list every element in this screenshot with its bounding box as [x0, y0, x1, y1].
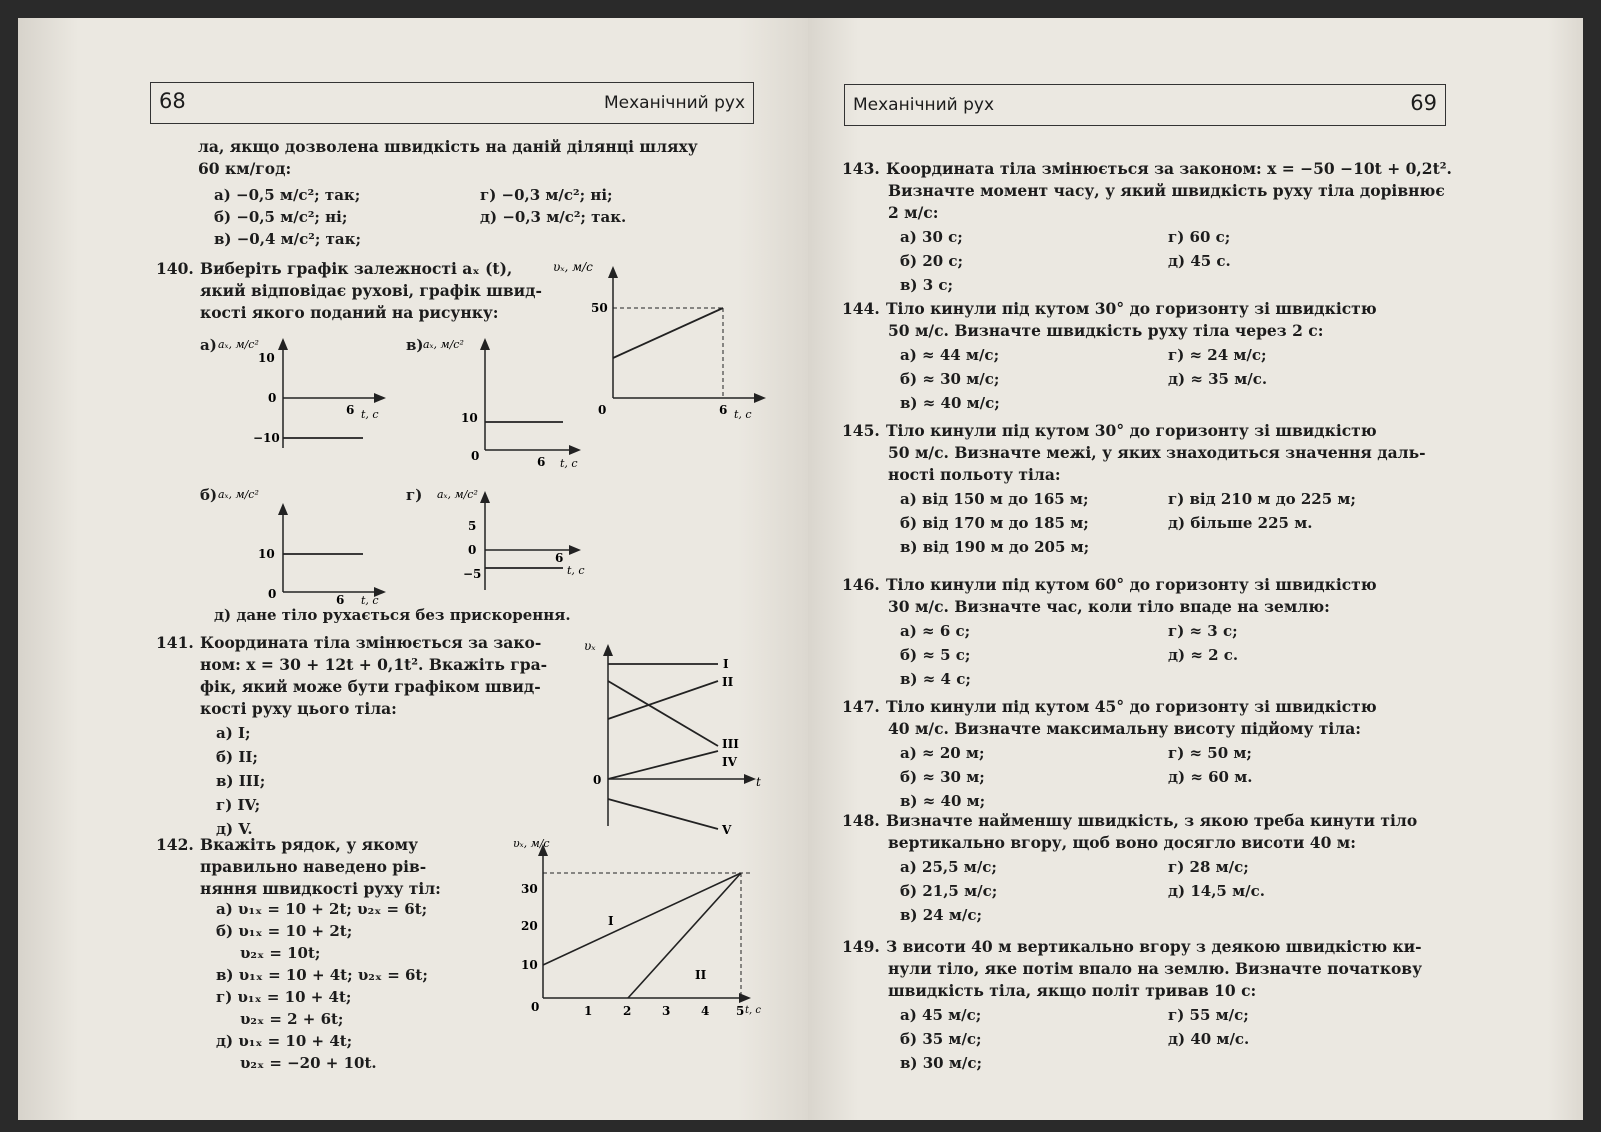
answer-option: в) ≈ 40 м; — [900, 792, 986, 810]
graph-b-tick-10: 10 — [258, 547, 275, 561]
q141-line-IV: IV — [722, 755, 737, 769]
page-number: 68 — [159, 89, 186, 113]
answer-option: д) 40 м/с. — [1168, 1030, 1250, 1048]
q140-main-xlabel: t, c — [734, 408, 752, 421]
q140-graph-g — [423, 480, 603, 600]
q141-graph — [584, 636, 768, 837]
q141-line-V: V — [722, 823, 732, 837]
answer-option: а) 45 м/с; — [900, 1006, 982, 1024]
q142-xtick-5: 5 — [736, 1004, 745, 1018]
graph-a-tick-10: 10 — [258, 351, 275, 365]
velocity-line — [613, 308, 723, 358]
running-title: Механічний рух — [603, 93, 745, 113]
q142-xtick-3: 3 — [662, 1004, 671, 1018]
q142-option-g: г) υ₁ₓ = 10 + 4t; — [216, 988, 352, 1006]
answer-option: в) ≈ 4 с; — [900, 670, 971, 688]
q149-number: 149. — [842, 937, 880, 956]
question-line: нули тіло, яке потім впало на землю. Визначте початкову — [888, 959, 1423, 978]
q141-line-III: III — [722, 737, 739, 751]
q142-ylabel: υₓ, м/с — [513, 837, 550, 850]
q139-line1: ла, якщо дозволена швидкість на даній ділянці шляху — [198, 137, 698, 156]
graph-a-xtick: 6 — [346, 403, 355, 417]
graph-a-ylabel: aₓ, м/с² — [218, 338, 259, 351]
answer-option: а) ≈ 44 м/с; — [900, 346, 1000, 364]
graph-v-xtick: 6 — [537, 455, 546, 469]
answer-option: в) 24 м/с; — [900, 906, 983, 924]
graph-b-ylabel: aₓ, м/с² — [218, 488, 259, 501]
graph-a-tick-0: 0 — [268, 391, 277, 405]
q142-ytick-30: 30 — [521, 882, 538, 896]
q139-line2: 60 км/год: — [198, 159, 292, 178]
q142-number: 142. — [156, 835, 194, 854]
q141-line4: кості руху цього тіла: — [200, 699, 397, 718]
q142-line-II: II — [695, 968, 707, 982]
answer-option: д) 45 с. — [1168, 252, 1231, 270]
graph-g-tick-neg5: −5 — [463, 567, 482, 581]
q140-main-ylabel: υₓ, м/с — [553, 260, 593, 274]
q139-option-a: а) −0,5 м/с²; так; — [214, 186, 361, 204]
q142-option-d: д) υ₁ₓ = 10 + 4t; — [216, 1032, 353, 1050]
q141-option-b: б) II; — [216, 748, 258, 766]
q139-option-b: б) −0,5 м/с²; ні; — [214, 208, 348, 226]
q144-number: 144. — [842, 299, 880, 318]
page-number: 69 — [1410, 91, 1437, 115]
answer-option: б) 20 с; — [900, 252, 964, 270]
graph-g-ylabel: aₓ, м/с² — [437, 488, 478, 501]
q141-xlabel: t — [756, 775, 761, 789]
q140-graph-v-label: в) — [406, 336, 424, 354]
q140-graph-a-label: а) — [200, 336, 217, 354]
q142-ytick-20: 20 — [521, 919, 538, 933]
question-line: Визначте момент часу, у який швидкість руху тіла дорівнює — [888, 181, 1445, 200]
q141-option-g: г) IV; — [216, 796, 261, 814]
q140-line3: кості якого поданий на рисунку: — [200, 303, 499, 322]
answer-option: б) ≈ 5 с; — [900, 646, 971, 664]
q141-option-a: а) I; — [216, 724, 251, 742]
question-line: Тіло кинули під кутом 60° до горизонту зі швидкістю — [886, 575, 1377, 594]
question-line: Тіло кинули під кутом 45° до горизонту зі швидкістю — [886, 697, 1377, 716]
q142-option-a: а) υ₁ₓ = 10 + 2t; υ₂ₓ = 6t; — [216, 900, 428, 918]
graph-a-tick-neg10: −10 — [253, 431, 280, 445]
q143-number: 143. — [842, 159, 880, 178]
q140-main-ytick: 50 — [591, 301, 608, 315]
q141-line-I: I — [723, 657, 729, 671]
q141-number: 141. — [156, 633, 194, 652]
answer-option: б) від 170 м до 185 м; — [900, 514, 1089, 532]
q139-option-v: в) −0,4 м/с²; так; — [214, 230, 361, 248]
answer-option: д) ≈ 35 м/с. — [1168, 370, 1268, 388]
answer-option: г) ≈ 50 м; — [1168, 744, 1252, 762]
q142-xtick-2: 2 — [623, 1004, 632, 1018]
left-page — [18, 18, 808, 1120]
q141-line-II: II — [722, 675, 734, 689]
q142-ytick-10: 10 — [521, 958, 538, 972]
q142-option-v: в) υ₁ₓ = 10 + 4t; υ₂ₓ = 6t; — [216, 966, 428, 984]
q141-option-d: д) V. — [216, 820, 253, 838]
q142-option-b2: υ₂ₓ = 10t; — [240, 944, 321, 962]
q140-main-graph — [553, 258, 778, 421]
question-line: 50 м/с. Визначте межі, у яких знаходиться значення даль- — [888, 443, 1426, 462]
question-line: 50 м/с. Визначте швидкість руху тіла через 2 с: — [888, 321, 1324, 340]
q140-main-xtick: 6 — [719, 403, 728, 417]
graph-v-tick-10: 10 — [461, 411, 478, 425]
answer-option: д) ≈ 60 м. — [1168, 768, 1253, 786]
q142-line3: няння швидкості руху тіл: — [200, 879, 441, 898]
q141-line2: ном: x = 30 + 12t + 0,1t². Вкажіть гра- — [200, 655, 548, 674]
graph-b-xtick: 6 — [336, 593, 345, 607]
q140-number: 140. — [156, 259, 194, 278]
q140-line1: Виберіть графік залежності aₓ (t), — [200, 259, 513, 278]
q142-xtick-1: 1 — [584, 1004, 593, 1018]
graph-a-xlabel: t, c — [361, 408, 379, 421]
q142-line-I: I — [608, 914, 614, 928]
q141-line3: фік, який може бути графіком швид- — [200, 677, 541, 696]
question-line: Тіло кинули під кутом 30° до горизонту зі швидкістю — [886, 299, 1377, 318]
q140-graph-b — [218, 480, 418, 605]
answer-option: г) ≈ 3 с; — [1168, 622, 1238, 640]
right-page-header — [844, 84, 1446, 126]
q142-line1: Вкажіть рядок, у якому — [200, 835, 419, 854]
q142-option-b: б) υ₁ₓ = 10 + 2t; — [216, 922, 353, 940]
answer-option: в) 30 м/с; — [900, 1054, 983, 1072]
q142-option-g2: υ₂ₓ = 2 + 6t; — [240, 1010, 344, 1028]
answer-option: б) ≈ 30 м/с; — [900, 370, 1000, 388]
q142-xtick-4: 4 — [701, 1004, 710, 1018]
question-line: 2 м/с: — [888, 203, 939, 222]
q140-main-origin: 0 — [598, 403, 607, 417]
question-line: Визначте найменшу швидкість, з якою треба кинути тіло — [886, 811, 1418, 830]
graph-g-tick-0: 0 — [468, 543, 477, 557]
q147-number: 147. — [842, 697, 880, 716]
question-line: Тіло кинули під кутом 30° до горизонту зі швидкістю — [886, 421, 1377, 440]
answer-option: г) 55 м/с; — [1168, 1006, 1249, 1024]
answer-option: г) 60 с; — [1168, 228, 1231, 246]
answer-option: а) 25,5 м/с; — [900, 858, 997, 876]
graph-v-ylabel: aₓ, м/с² — [423, 338, 464, 351]
question-line: Координата тіла змінюється за законом: x = −50 −10t + 0,2t². — [886, 159, 1452, 178]
answer-option: в) ≈ 40 м/с; — [900, 394, 1000, 412]
q148-number: 148. — [842, 811, 880, 830]
graph-v-tick-0: 0 — [471, 449, 480, 463]
answer-option: г) від 210 м до 225 м; — [1168, 490, 1356, 508]
answer-option: а) від 150 м до 165 м; — [900, 490, 1089, 508]
q140-line2: який відповідає рухові, графік швид- — [200, 281, 542, 300]
question-line: вертикально вгору, щоб воно досягло висоти 40 м: — [888, 833, 1356, 852]
answer-option: д) ≈ 2 с. — [1168, 646, 1239, 664]
answer-option: а) 30 с; — [900, 228, 963, 246]
answer-option: г) ≈ 24 м/с; — [1168, 346, 1267, 364]
question-line: 30 м/с. Визначте час, коли тіло впаде на землю: — [888, 597, 1330, 616]
question-line: З висоти 40 м вертикально вгору з деякою швидкістю ки- — [886, 937, 1422, 956]
q145-number: 145. — [842, 421, 880, 440]
answer-option: д) більше 225 м. — [1168, 514, 1313, 532]
q142-ytick-0: 0 — [531, 1000, 540, 1014]
answer-option: д) 14,5 м/с. — [1168, 882, 1265, 900]
question-line: ності польоту тіла: — [888, 465, 1061, 484]
answer-option: б) 21,5 м/с; — [900, 882, 998, 900]
q141-origin: 0 — [593, 773, 602, 787]
q141-line1: Координата тіла змінюється за зако- — [200, 633, 542, 652]
q141-option-v: в) III; — [216, 772, 266, 790]
answer-option: в) 3 с; — [900, 276, 954, 294]
question-line: швидкість тіла, якщо політ тривав 10 с: — [888, 981, 1257, 1000]
q139-option-g: г) −0,3 м/с²; ні; — [480, 186, 613, 204]
q142-graph — [473, 833, 763, 1018]
q140-graph-v — [423, 330, 603, 470]
graph-g-tick-5: 5 — [468, 519, 477, 533]
q140-graph-g-label: г) — [406, 486, 423, 504]
answer-option: а) ≈ 6 с; — [900, 622, 971, 640]
q140-option-d: д) дане тіло рухається без прискорення. — [214, 606, 571, 624]
graph-g-xtick: 6 — [555, 551, 564, 565]
answer-option: б) ≈ 30 м; — [900, 768, 985, 786]
q142-line2: правильно наведено рів- — [200, 857, 427, 876]
graph-v-xlabel: t, c — [560, 457, 578, 470]
q140-graph-b-label: б) — [200, 486, 218, 504]
q140-graph-a — [218, 330, 418, 455]
left-page-header — [150, 82, 754, 124]
running-title: Механічний рух — [853, 95, 995, 115]
question-line: 40 м/с. Визначте максимальну висоту підйому тіла: — [888, 719, 1361, 738]
answer-option: г) 28 м/с; — [1168, 858, 1249, 876]
graph-b-tick-0: 0 — [268, 587, 277, 601]
graph-g-xlabel: t, c — [567, 564, 585, 577]
graph-b-xlabel: t, c — [361, 594, 379, 607]
q146-number: 146. — [842, 575, 880, 594]
right-page — [808, 18, 1583, 1120]
q142-option-d2: υ₂ₓ = −20 + 10t. — [240, 1054, 377, 1072]
q141-ylabel: υₓ — [584, 639, 596, 653]
answer-option: а) ≈ 20 м; — [900, 744, 985, 762]
answer-option: в) від 190 м до 205 м; — [900, 538, 1090, 556]
q139-option-d: д) −0,3 м/с²; так. — [480, 208, 627, 226]
answer-option: б) 35 м/с; — [900, 1030, 982, 1048]
q142-xlabel: t, c — [745, 1005, 761, 1016]
